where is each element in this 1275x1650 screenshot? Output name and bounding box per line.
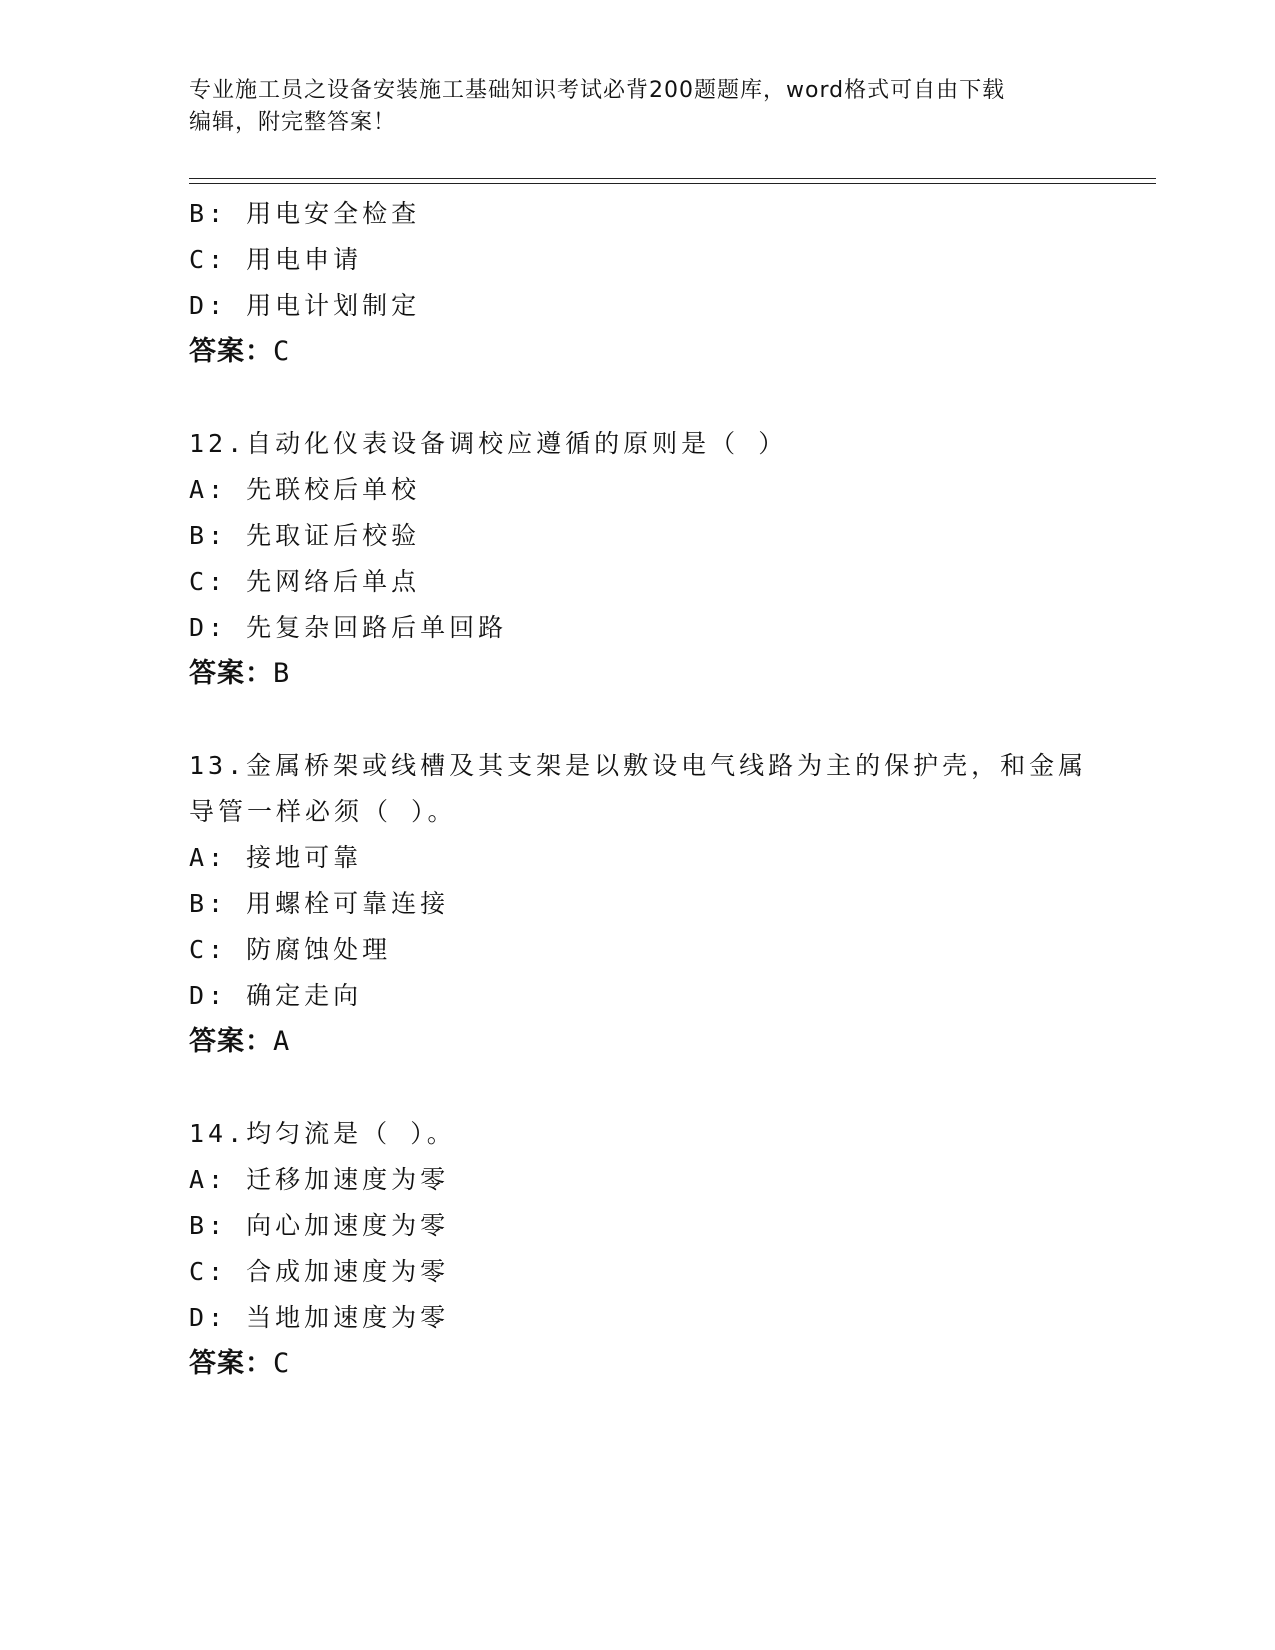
question-list: [189, 191, 1089, 1387]
answer-label: 答案：: [189, 336, 273, 367]
header-divider-bottom: [189, 183, 1156, 184]
option-a: A: 先联校后单校: [189, 475, 421, 504]
question-14: [189, 1111, 1089, 1387]
question-text: 14.均匀流是（ ）。: [189, 1119, 456, 1148]
option-c: C: 合成加速度为零: [189, 1257, 450, 1286]
answer-line: [189, 1341, 1089, 1387]
option-c: C: 防腐蚀处理: [189, 935, 392, 964]
question-11-continued: [189, 191, 1089, 375]
answer-value: B: [273, 658, 290, 689]
answer-line: [189, 1019, 1089, 1065]
answer-label: 答案：: [189, 1026, 273, 1057]
option-b: B: 用电安全检查: [189, 199, 421, 228]
answer-value: A: [273, 1026, 290, 1057]
question-13: [189, 743, 1089, 1065]
option-d: D: 先复杂回路后单回路: [189, 613, 508, 642]
answer-line: [189, 651, 1089, 697]
option-a: A: 接地可靠: [189, 843, 363, 872]
option-b: B: 用螺栓可靠连接: [189, 889, 450, 918]
option-b: B: 向心加速度为零: [189, 1211, 450, 1240]
answer-label: 答案：: [189, 1348, 273, 1379]
document-header: [189, 75, 1089, 139]
answer-value: C: [273, 1348, 290, 1379]
option-a: A: 迁移加速度为零: [189, 1165, 450, 1194]
question-12: [189, 421, 1089, 697]
header-divider-top: [189, 178, 1156, 179]
option-d: D: 用电计划制定: [189, 291, 421, 320]
answer-label: 答案：: [189, 658, 273, 689]
question-text: 12.自动化仪表设备调校应遵循的原则是（ ）: [189, 429, 788, 458]
question-text: 13.金属桥架或线槽及其支架是以敷设电气线路为主的保护壳，和金属导管一样必须（ ）。: [189, 751, 1088, 826]
option-b: B: 先取证后校验: [189, 521, 421, 550]
option-d: D: 确定走向: [189, 981, 363, 1010]
answer-value: C: [273, 336, 290, 367]
header-title-line-2: 编辑，附完整答案！: [189, 110, 397, 135]
header-title-line-1: 专业施工员之设备安装施工基础知识考试必背200题题库，word格式可自由下载: [189, 78, 1006, 103]
option-c: C: 先网络后单点: [189, 567, 421, 596]
option-c: C: 用电申请: [189, 245, 363, 274]
option-d: D: 当地加速度为零: [189, 1303, 450, 1332]
answer-line: [189, 329, 1089, 375]
